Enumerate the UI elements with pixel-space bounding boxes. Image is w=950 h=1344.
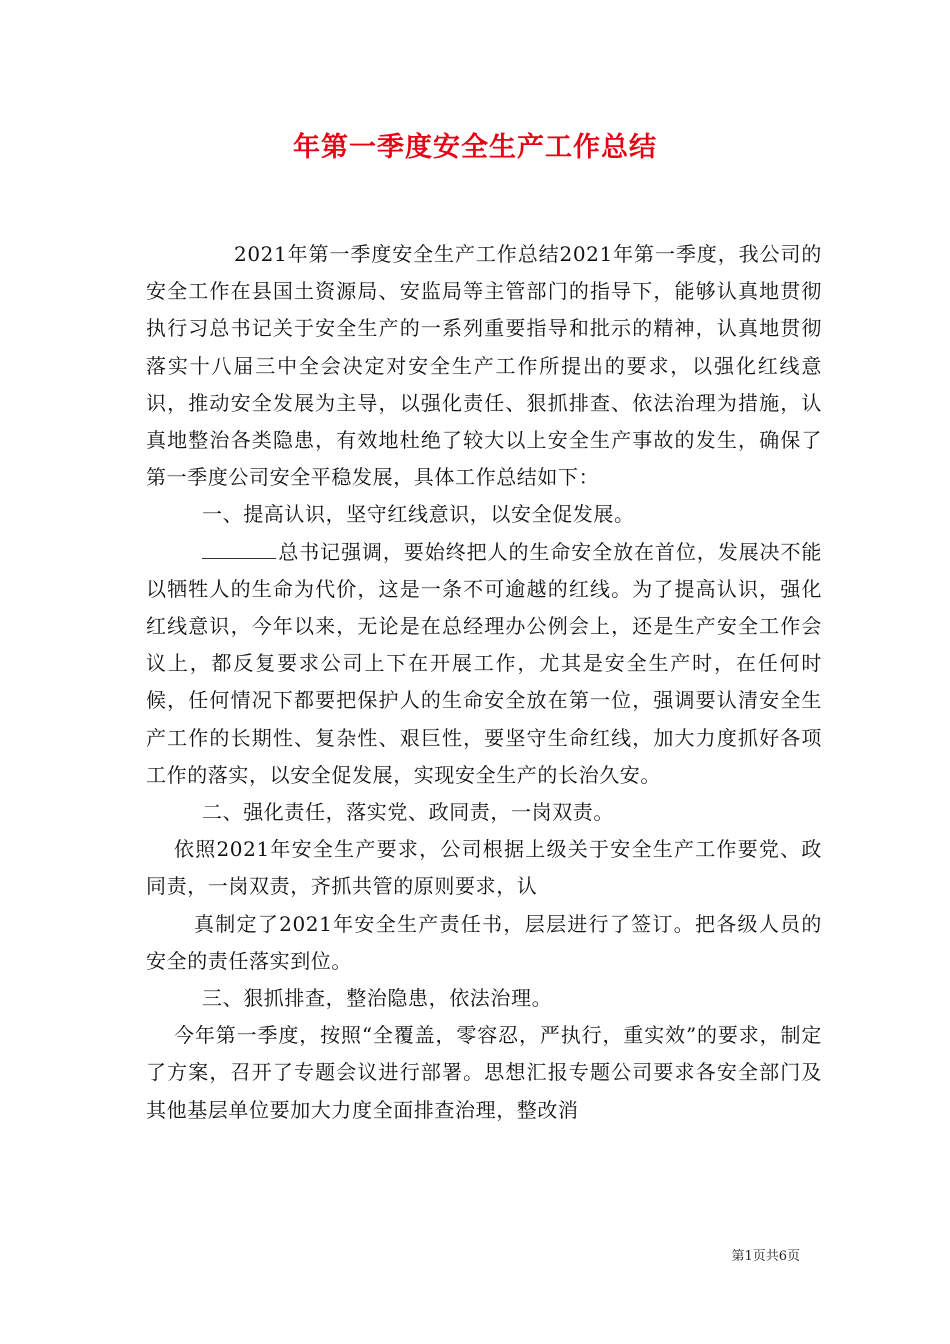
paragraph-section-1-text: 总书记强调，要始终把人的生命安全放在首位，发展决不能以牺牲人的生命为代价，这是一条不可逾越的红线。为了提高认识，强化红线意识，今年以来，无论是在总经理办公例会上，还是生产安全工作会议上，都反复要求公司上下在开展工作，尤其是安全生产时，在任何时候，任何情况下都要把保护人的生命安全放在第一位，强调要认清安全生产工作的长期性、复杂性、艰巨性，要坚守生命红线，加大力度抓好各项工作的落实，以安全促发展，实现安全生产的长治久安。: [146, 539, 822, 787]
blank-underline: [202, 538, 276, 559]
paragraph-intro: 2021年第一季度安全生产工作总结2021年第一季度，我公司的安全工作在县国土资源局、安监局等主管部门的指导下，能够认真地贯彻执行习总书记关于安全生产的一系列重要指导和批示的精神，认真地贯彻落实十八届三中全会决定对安全生产工作所提出的要求，以强化红线意识，推动安全发展为主导，以强化责任、狠抓排查、依法治理为措施，认真地整治各类隐患，有效地杜绝了较大以上安全生产事故的发生，确保了第一季度公司安全平稳发展，具体工作总结如下：: [146, 242, 822, 490]
paragraph-section-2-cont: 真制定了2021年安全生产责任书，层层进行了签订。把各级人员的安全的责任落实到位。: [146, 911, 822, 973]
paragraph-section-2: 依照2021年安全生产要求，公司根据上级关于安全生产工作要党、政同责，一岗双责，齐抓共管的原则要求，认: [146, 837, 822, 899]
document-body: [146, 236, 822, 1129]
page-number: 第1页共6页: [731, 1249, 800, 1264]
section-heading-2: 二、强化责任，落实党、政同责，一岗双责。: [202, 800, 614, 825]
section-heading-1: 一、提高认识，坚守红线意识，以安全促发展。: [202, 502, 635, 527]
paragraph-section-3: 今年第一季度，按照“全覆盖，零容忍，严执行，重实效”的要求，制定了方案，召开了专题会议进行部署。思想汇报专题公司要求各安全部门及其他基层单位要加大力度全面排查治理，整改消: [146, 1023, 822, 1122]
paragraph-section-1: [146, 534, 822, 794]
document-title: 年第一季度安全生产工作总结: [293, 132, 657, 163]
section-heading-3: 三、狠抓排查，整治隐患，依法治理。: [202, 986, 553, 1011]
